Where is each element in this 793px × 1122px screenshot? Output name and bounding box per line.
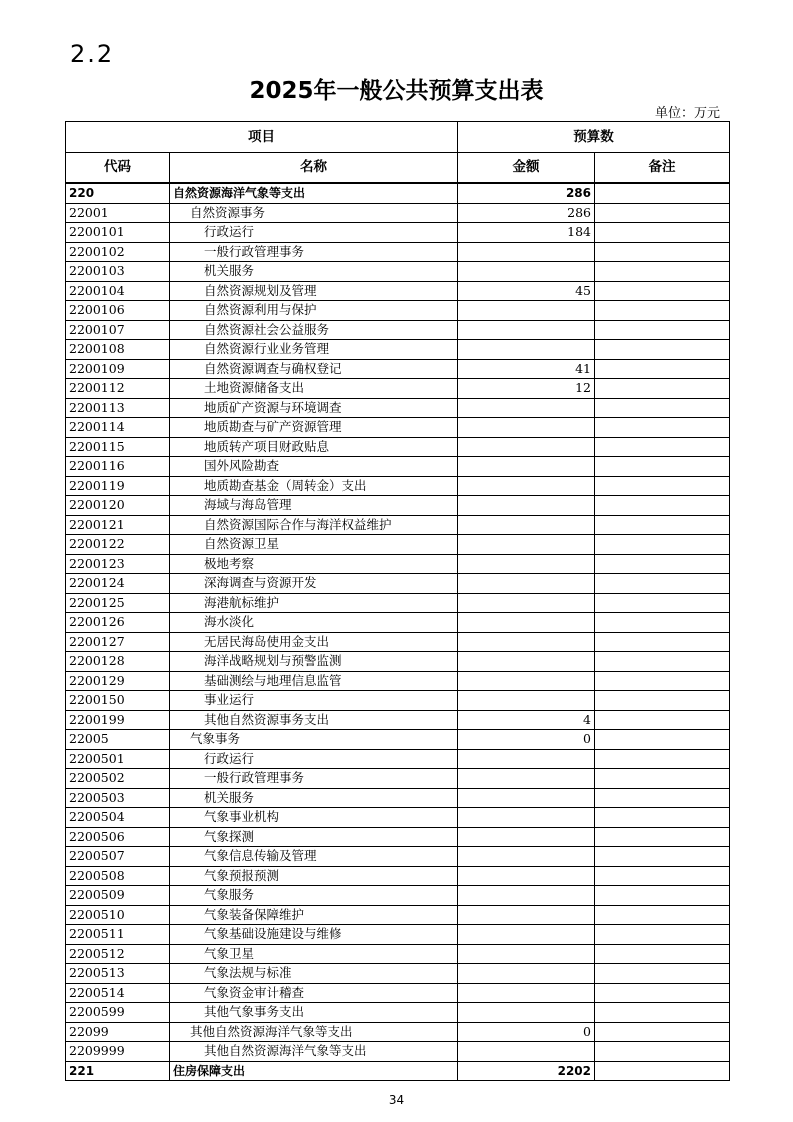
header-item: 项目 bbox=[66, 122, 458, 153]
row-note bbox=[595, 574, 730, 594]
row-name: 无居民海岛使用金支出 bbox=[170, 632, 458, 652]
row-name: 气象装备保障维护 bbox=[170, 905, 458, 925]
row-note bbox=[595, 476, 730, 496]
row-amount bbox=[458, 691, 595, 711]
table-row bbox=[66, 808, 730, 828]
row-code: 2200507 bbox=[66, 847, 170, 867]
row-code: 2200128 bbox=[66, 652, 170, 672]
row-amount bbox=[458, 340, 595, 360]
row-code: 2200121 bbox=[66, 515, 170, 535]
row-note bbox=[595, 379, 730, 399]
row-amount bbox=[458, 301, 595, 321]
row-code: 2200125 bbox=[66, 593, 170, 613]
row-note bbox=[595, 1003, 730, 1023]
row-amount bbox=[458, 515, 595, 535]
row-code: 2200119 bbox=[66, 476, 170, 496]
row-note bbox=[595, 223, 730, 243]
row-code: 2200508 bbox=[66, 866, 170, 886]
row-code: 2200109 bbox=[66, 359, 170, 379]
row-code: 2200123 bbox=[66, 554, 170, 574]
row-code: 2200120 bbox=[66, 496, 170, 516]
table-header bbox=[66, 122, 730, 184]
row-name: 国外风险勘查 bbox=[170, 457, 458, 477]
row-amount: 0 bbox=[458, 1022, 595, 1042]
row-code: 22099 bbox=[66, 1022, 170, 1042]
row-amount bbox=[458, 320, 595, 340]
row-code: 2200115 bbox=[66, 437, 170, 457]
row-note bbox=[595, 496, 730, 516]
row-amount bbox=[458, 827, 595, 847]
row-amount: 4 bbox=[458, 710, 595, 730]
table-row bbox=[66, 866, 730, 886]
document-title: 2025年一般公共预算支出表 bbox=[249, 78, 544, 104]
row-name: 一般行政管理事务 bbox=[170, 769, 458, 789]
unit-label: 单位：万元 bbox=[654, 106, 720, 121]
table-row bbox=[66, 749, 730, 769]
row-name: 自然资源海洋气象等支出 bbox=[170, 183, 458, 203]
row-note bbox=[595, 340, 730, 360]
row-name: 事业运行 bbox=[170, 691, 458, 711]
row-note bbox=[595, 710, 730, 730]
row-amount bbox=[458, 866, 595, 886]
row-name: 气象预报预测 bbox=[170, 866, 458, 886]
row-name: 海洋战略规划与预警监测 bbox=[170, 652, 458, 672]
row-name: 机关服务 bbox=[170, 788, 458, 808]
row-amount: 0 bbox=[458, 730, 595, 750]
row-amount bbox=[458, 808, 595, 828]
row-amount bbox=[458, 242, 595, 262]
header-name: 名称 bbox=[170, 153, 458, 184]
row-name: 气象卫星 bbox=[170, 944, 458, 964]
table-row bbox=[66, 379, 730, 399]
row-note bbox=[595, 925, 730, 945]
table-row bbox=[66, 730, 730, 750]
row-code: 2200129 bbox=[66, 671, 170, 691]
row-note bbox=[595, 554, 730, 574]
row-name: 气象事业机构 bbox=[170, 808, 458, 828]
row-note bbox=[595, 671, 730, 691]
row-amount bbox=[458, 262, 595, 282]
row-code: 2200510 bbox=[66, 905, 170, 925]
row-name: 气象资金审计稽查 bbox=[170, 983, 458, 1003]
row-code: 2200506 bbox=[66, 827, 170, 847]
row-code: 2200504 bbox=[66, 808, 170, 828]
row-code: 2200511 bbox=[66, 925, 170, 945]
row-name: 其他自然资源海洋气象等支出 bbox=[170, 1022, 458, 1042]
row-note bbox=[595, 1042, 730, 1062]
table-row bbox=[66, 203, 730, 223]
table-row bbox=[66, 398, 730, 418]
row-name: 行政运行 bbox=[170, 749, 458, 769]
row-note bbox=[595, 613, 730, 633]
row-code: 22005 bbox=[66, 730, 170, 750]
row-code: 2200104 bbox=[66, 281, 170, 301]
table-row bbox=[66, 652, 730, 672]
row-amount bbox=[458, 944, 595, 964]
table-row bbox=[66, 925, 730, 945]
table-row bbox=[66, 769, 730, 789]
row-name: 行政运行 bbox=[170, 223, 458, 243]
row-name: 自然资源国际合作与海洋权益维护 bbox=[170, 515, 458, 535]
row-code: 2200514 bbox=[66, 983, 170, 1003]
table-body bbox=[66, 183, 730, 1081]
row-name: 自然资源行业业务管理 bbox=[170, 340, 458, 360]
row-amount: 286 bbox=[458, 183, 595, 203]
header-budget: 预算数 bbox=[458, 122, 730, 153]
row-code: 2200113 bbox=[66, 398, 170, 418]
row-note bbox=[595, 515, 730, 535]
table-row bbox=[66, 847, 730, 867]
row-note bbox=[595, 944, 730, 964]
row-name: 气象服务 bbox=[170, 886, 458, 906]
row-name: 土地资源储备支出 bbox=[170, 379, 458, 399]
table-row bbox=[66, 905, 730, 925]
row-code: 2200101 bbox=[66, 223, 170, 243]
row-name: 一般行政管理事务 bbox=[170, 242, 458, 262]
row-note bbox=[595, 866, 730, 886]
row-name: 住房保障支出 bbox=[170, 1061, 458, 1081]
table-row bbox=[66, 671, 730, 691]
row-amount: 41 bbox=[458, 359, 595, 379]
row-name: 地质矿产资源与环境调查 bbox=[170, 398, 458, 418]
row-note bbox=[595, 535, 730, 555]
page-number: 34 bbox=[388, 1093, 405, 1107]
row-code: 220 bbox=[66, 183, 170, 203]
row-note bbox=[595, 320, 730, 340]
row-amount: 45 bbox=[458, 281, 595, 301]
row-name: 极地考察 bbox=[170, 554, 458, 574]
row-amount bbox=[458, 476, 595, 496]
row-note bbox=[595, 1022, 730, 1042]
row-name: 机关服务 bbox=[170, 262, 458, 282]
row-code: 2200126 bbox=[66, 613, 170, 633]
table-row bbox=[66, 632, 730, 652]
row-name: 自然资源事务 bbox=[170, 203, 458, 223]
row-code: 2200512 bbox=[66, 944, 170, 964]
table-row bbox=[66, 1003, 730, 1023]
row-note bbox=[595, 1061, 730, 1081]
budget-table bbox=[65, 121, 730, 1081]
row-note bbox=[595, 632, 730, 652]
row-note bbox=[595, 418, 730, 438]
row-code: 22001 bbox=[66, 203, 170, 223]
row-note bbox=[595, 905, 730, 925]
row-note bbox=[595, 886, 730, 906]
row-name: 气象基础设施建设与维修 bbox=[170, 925, 458, 945]
row-amount: 184 bbox=[458, 223, 595, 243]
row-note bbox=[595, 964, 730, 984]
row-name: 气象法规与标准 bbox=[170, 964, 458, 984]
table-row bbox=[66, 418, 730, 438]
table-row bbox=[66, 183, 730, 203]
row-name: 其他自然资源海洋气象等支出 bbox=[170, 1042, 458, 1062]
header-note: 备注 bbox=[595, 153, 730, 184]
table-row bbox=[66, 437, 730, 457]
row-note bbox=[595, 359, 730, 379]
table-row bbox=[66, 710, 730, 730]
table-row bbox=[66, 359, 730, 379]
row-code: 2200509 bbox=[66, 886, 170, 906]
row-code: 2200114 bbox=[66, 418, 170, 438]
row-amount bbox=[458, 964, 595, 984]
header-code: 代码 bbox=[66, 153, 170, 184]
table-row bbox=[66, 281, 730, 301]
row-code: 2200116 bbox=[66, 457, 170, 477]
row-note bbox=[595, 847, 730, 867]
row-name: 自然资源社会公益服务 bbox=[170, 320, 458, 340]
row-amount bbox=[458, 593, 595, 613]
row-note bbox=[595, 593, 730, 613]
table-row bbox=[66, 964, 730, 984]
row-name: 地质转产项目财政贴息 bbox=[170, 437, 458, 457]
row-name: 自然资源利用与保护 bbox=[170, 301, 458, 321]
row-amount bbox=[458, 983, 595, 1003]
row-code: 2200108 bbox=[66, 340, 170, 360]
row-amount: 12 bbox=[458, 379, 595, 399]
row-amount bbox=[458, 769, 595, 789]
row-amount bbox=[458, 418, 595, 438]
row-amount bbox=[458, 1003, 595, 1023]
row-note bbox=[595, 983, 730, 1003]
row-note bbox=[595, 262, 730, 282]
row-name: 其他自然资源事务支出 bbox=[170, 710, 458, 730]
row-name: 海域与海岛管理 bbox=[170, 496, 458, 516]
row-note bbox=[595, 437, 730, 457]
row-note bbox=[595, 749, 730, 769]
table-row bbox=[66, 613, 730, 633]
row-note bbox=[595, 788, 730, 808]
row-note bbox=[595, 769, 730, 789]
row-amount bbox=[458, 925, 595, 945]
table-row bbox=[66, 496, 730, 516]
row-amount: 286 bbox=[458, 203, 595, 223]
table-row bbox=[66, 242, 730, 262]
row-name: 气象探测 bbox=[170, 827, 458, 847]
row-note bbox=[595, 183, 730, 203]
table-row bbox=[66, 1042, 730, 1062]
table-row bbox=[66, 340, 730, 360]
row-amount bbox=[458, 535, 595, 555]
row-amount bbox=[458, 613, 595, 633]
table-row bbox=[66, 983, 730, 1003]
table-row bbox=[66, 574, 730, 594]
row-amount bbox=[458, 671, 595, 691]
table-row bbox=[66, 320, 730, 340]
row-note bbox=[595, 691, 730, 711]
row-name: 海港航标维护 bbox=[170, 593, 458, 613]
row-code: 2200112 bbox=[66, 379, 170, 399]
row-code: 2200127 bbox=[66, 632, 170, 652]
table-row bbox=[66, 515, 730, 535]
row-name: 自然资源卫星 bbox=[170, 535, 458, 555]
row-amount bbox=[458, 437, 595, 457]
row-name: 基础测绘与地理信息监管 bbox=[170, 671, 458, 691]
table-row bbox=[66, 301, 730, 321]
row-name: 深海调查与资源开发 bbox=[170, 574, 458, 594]
row-note bbox=[595, 242, 730, 262]
table-row bbox=[66, 788, 730, 808]
row-name: 自然资源规划及管理 bbox=[170, 281, 458, 301]
table-row bbox=[66, 691, 730, 711]
row-name: 气象事务 bbox=[170, 730, 458, 750]
row-code: 2200502 bbox=[66, 769, 170, 789]
row-code: 2209999 bbox=[66, 1042, 170, 1062]
row-code: 2200124 bbox=[66, 574, 170, 594]
table-row bbox=[66, 886, 730, 906]
table-row bbox=[66, 554, 730, 574]
row-code: 2200107 bbox=[66, 320, 170, 340]
row-note bbox=[595, 203, 730, 223]
table-row bbox=[66, 223, 730, 243]
row-name: 自然资源调查与确权登记 bbox=[170, 359, 458, 379]
table-row bbox=[66, 593, 730, 613]
table-row bbox=[66, 944, 730, 964]
table-row bbox=[66, 457, 730, 477]
header-amount: 金额 bbox=[458, 153, 595, 184]
table-row bbox=[66, 535, 730, 555]
row-code: 221 bbox=[66, 1061, 170, 1081]
row-note bbox=[595, 457, 730, 477]
row-note bbox=[595, 730, 730, 750]
row-code: 2200103 bbox=[66, 262, 170, 282]
row-amount bbox=[458, 788, 595, 808]
header-row-1 bbox=[66, 122, 730, 153]
row-amount: 2202 bbox=[458, 1061, 595, 1081]
row-name: 地质勘查基金（周转金）支出 bbox=[170, 476, 458, 496]
row-code: 2200199 bbox=[66, 710, 170, 730]
table-row bbox=[66, 476, 730, 496]
table-row bbox=[66, 1061, 730, 1081]
row-amount bbox=[458, 398, 595, 418]
row-amount bbox=[458, 1042, 595, 1062]
row-code: 2200106 bbox=[66, 301, 170, 321]
row-note bbox=[595, 652, 730, 672]
row-note bbox=[595, 827, 730, 847]
row-note bbox=[595, 398, 730, 418]
row-amount bbox=[458, 847, 595, 867]
row-amount bbox=[458, 652, 595, 672]
row-note bbox=[595, 808, 730, 828]
row-name: 地质勘查与矿产资源管理 bbox=[170, 418, 458, 438]
row-amount bbox=[458, 749, 595, 769]
table-row bbox=[66, 1022, 730, 1042]
row-amount bbox=[458, 554, 595, 574]
table-row bbox=[66, 827, 730, 847]
row-amount bbox=[458, 574, 595, 594]
row-name: 气象信息传输及管理 bbox=[170, 847, 458, 867]
row-note bbox=[595, 281, 730, 301]
table-row bbox=[66, 262, 730, 282]
row-amount bbox=[458, 496, 595, 516]
row-name: 其他气象事务支出 bbox=[170, 1003, 458, 1023]
row-amount bbox=[458, 632, 595, 652]
row-code: 2200599 bbox=[66, 1003, 170, 1023]
row-amount bbox=[458, 905, 595, 925]
row-amount bbox=[458, 886, 595, 906]
row-code: 2200501 bbox=[66, 749, 170, 769]
row-note bbox=[595, 301, 730, 321]
row-name: 海水淡化 bbox=[170, 613, 458, 633]
row-code: 2200503 bbox=[66, 788, 170, 808]
section-number: 2.2 bbox=[70, 40, 115, 68]
row-code: 2200150 bbox=[66, 691, 170, 711]
row-code: 2200102 bbox=[66, 242, 170, 262]
row-code: 2200513 bbox=[66, 964, 170, 984]
row-amount bbox=[458, 457, 595, 477]
row-code: 2200122 bbox=[66, 535, 170, 555]
header-row-2 bbox=[66, 153, 730, 184]
